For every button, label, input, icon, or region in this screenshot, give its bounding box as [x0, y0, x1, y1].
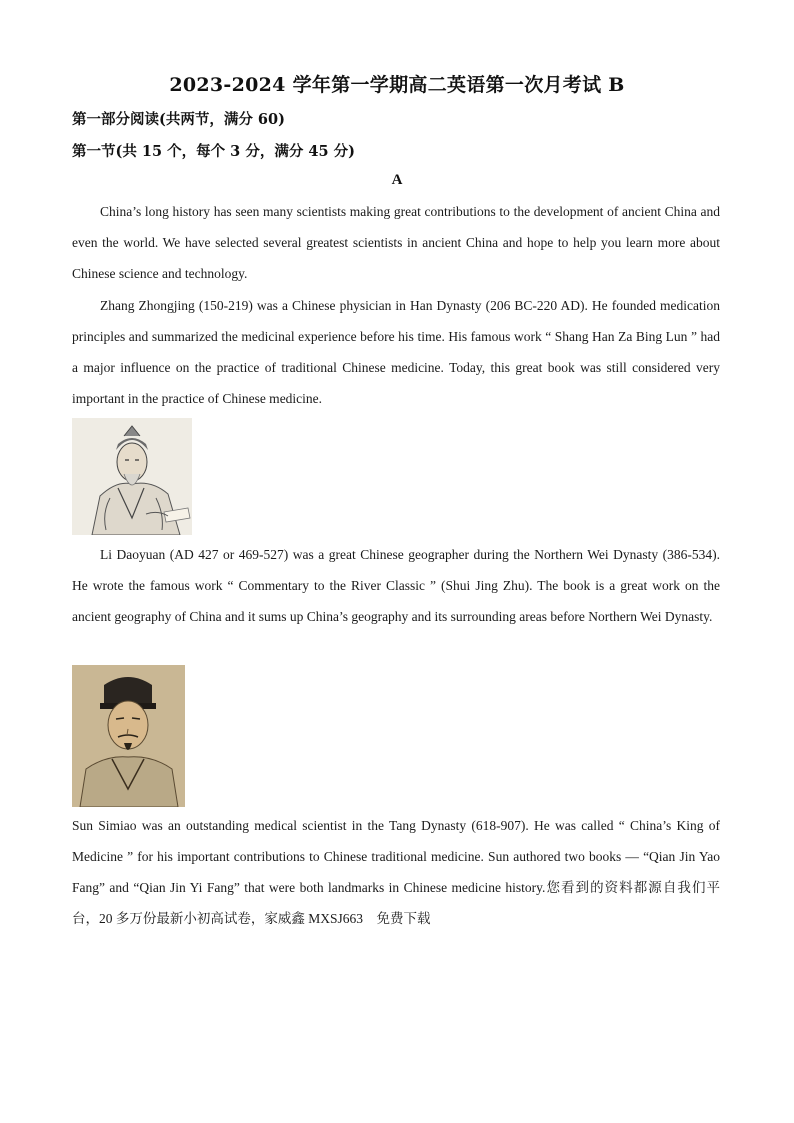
part-heading: 第一部分阅读(共两节，满分 60) [72, 111, 285, 128]
section-heading: 第一节(共 15 个，每个 3 分，满分 45 分) [72, 143, 355, 160]
paragraph-zhang-zhongjing: Zhang Zhongjing (150-219) was a Chinese physician in Han Dynasty (206 BC-220 AD). He founded medication principles and summarized the medicinal experience before his time. His famous work “ Shang Han Za Bing Lun ” had a major influence on the practice of traditional Chinese medicine. Today, this great book was still considered very important in the practice of Chinese medicine. [72, 298, 720, 406]
passage-letter: A [391, 172, 403, 188]
paragraph-li-daoyuan: Li Daoyuan (AD 427 or 469-527) was a great Chinese geographer during the Northern Wei Dynasty (386-534). He wrote the famous work “ Commentary to the River Classic ” (Shui Jing Zhu). The book is a great work on the ancient geography of China and it sums up China’s geography and its surrounding areas before Northern Wei Dynasty. [72, 547, 720, 624]
zhang-zhongjing-portrait [72, 418, 192, 535]
page-title: 2023-2024 学年第一学期高二英语第一次月考试 B [169, 74, 625, 96]
paragraph-intro: China’s long history has seen many scientists making great contributions to the development of ancient China and even the world. We have selected several greatest scientists in ancient China and hope to help you learn more about Chinese science and technology. [72, 204, 720, 281]
paragraph-sun-simiao: Sun Simiao was an outstanding medical scientist in the Tang Dynasty (618-907). He was called “ China’s King of Medicine ” for his important contributions to Chinese traditional medicine. Sun authored two books — “Qian Jin Yao Fang” and “Qian Jin Yi Fang” that were both landmarks in Chinese medicine history.您看到的资料都源自我们平台，20 多万份最新小初高试卷，家威鑫 MXSJ663 免费下载 [72, 818, 720, 926]
li-daoyuan-portrait [72, 665, 185, 807]
